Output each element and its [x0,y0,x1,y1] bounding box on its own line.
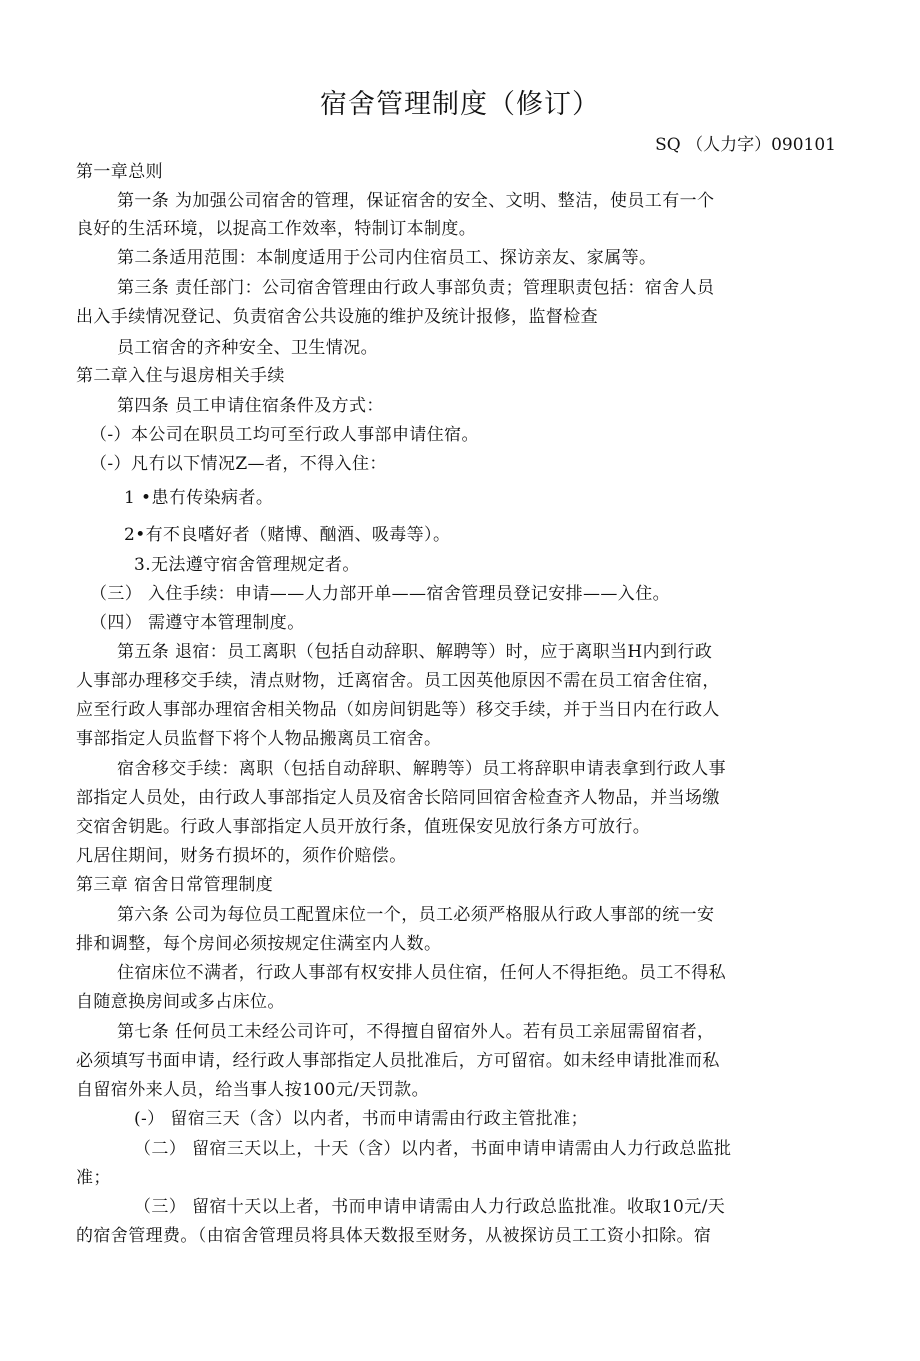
list-item: （二） 留宿三天以上，十天（含）以内者，书面申请申请需由人力行政总监批 [134,1139,732,1159]
document-title: 宿舍管理制度（修订） [320,89,600,120]
paragraph-line: 第一条 为加强公司宿舍的管理，保证宿舍的安全、文明、整洁，使员工有一个 [117,191,715,211]
paragraph-line: 事部指定人员监督下将个人物品搬离员工宿舍。 [76,729,442,749]
document-number: SQ （人力字）090101 [655,135,836,155]
paragraph-line: 自留宿外来人员，给当事人按100元/天罚款。 [76,1080,429,1100]
paragraph-line: 交宿舍钥匙。行政人事部指定人员开放行条，值班保安见放行条方可放行。 [76,817,651,837]
paragraph-line: 的宿舍管理费。（由宿舍管理员将具体天数报至财务，从被探访员工工资小扣除。宿 [76,1226,712,1246]
paragraph-line: 宿舍移交手续：离职（包括自动辞职、解聘等）员工将辞职申请表拿到行政人事 [117,759,726,779]
paragraph-line: 凡居住期间，财务冇损坏的，须作价赔偿。 [76,846,407,866]
paragraph-line: 第七条 任何员工未经公司许可，不得擅自留宿外人。若有员工亲屈需留宿者， [117,1022,715,1042]
paragraph-line: 第六条 公司为每位员工配置床位一个，员工必须严格服从行政人事部的统一安 [117,905,715,925]
chapter-heading: 第三章 宿舍日常管理制度 [76,875,274,895]
paragraph-line: 出入手续情况登记、负责宿舍公共设施的维护及统计报修，监督检查 [76,307,598,327]
paragraph-line: 第二条适用范围：本制度适用于公司内住宿员工、探访亲友、家属等。 [117,248,657,268]
chapter-heading: 第二章入住与退房相关手续 [76,366,285,386]
paragraph-line: 部指定人员处，由行政人事部指定人员及宿舍长陪同回宿舍检查齐人物品，并当场缴 [76,788,720,808]
paragraph-line: 第三条 责任部门：公司宿舍管理由行政人事部负责；管理职责包括：宿舍人员 [117,278,715,298]
paragraph-line: 准； [76,1168,111,1188]
paragraph-line: 排和调整，每个房间必须按规定住满室内人数。 [76,934,442,954]
list-item: （三） 留宿十天以上者，书而申请申请需由人力行政总监批准。收取10元/天 [134,1197,726,1217]
paragraph-line: 自随意换房间或多占床位。 [76,992,285,1012]
list-item: （-）本公司在职员工均可至行政人事部申请住宿。 [90,425,479,445]
paragraph-line: 住宿床位不满者，行政人事部有权安排人员住宿，任何人不得拒绝。员工不得私 [117,963,726,983]
paragraph-line: 人事部办理移交手续，清点财物，迁离宿舍。员工因英他原因不需在员工宿舍住宿， [76,671,720,691]
paragraph-line: 应至行政人事部办理宿舍相关物品（如房间钥匙等）移交手续，并于当日内在行政人 [76,700,720,720]
list-item: （-）凡冇以下情况Z—者，不得入住： [90,454,387,474]
paragraph-line: 第五条 退宿：员工离职（包括自动辞职、解聘等）时，应于离职当H内到行政 [117,642,713,662]
paragraph-line: 第四条 员工申请住宿条件及方式： [117,396,384,416]
list-item: 2•有不良嗜好者（赌博、酗酒、吸毒等）。 [124,525,451,545]
list-item: (-） 留宿三天（含）以内者，书而申请需由行政主管批准； [134,1109,588,1129]
list-item: （四） 需遵守本管理制度。 [90,613,305,633]
list-item: 1 •患冇传染病者。 [124,488,274,508]
list-item: （三） 入住手续：申请——人力部开单——宿舍管理员登记安排——入住。 [90,584,671,604]
list-item: 3.无法遵守宿舍管理规定者。 [134,555,360,575]
paragraph-line: 员工宿舍的齐种安全、卫生情况。 [117,338,378,358]
chapter-heading: 第一章总则 [76,162,163,182]
paragraph-line: 必须填写书面申请，经行政人事部指定人员批准后，方可留宿。如未经申请批准而私 [76,1051,720,1071]
paragraph-line: 良好的生活环境，以捉高工作效率，特制订本制度。 [76,219,477,239]
